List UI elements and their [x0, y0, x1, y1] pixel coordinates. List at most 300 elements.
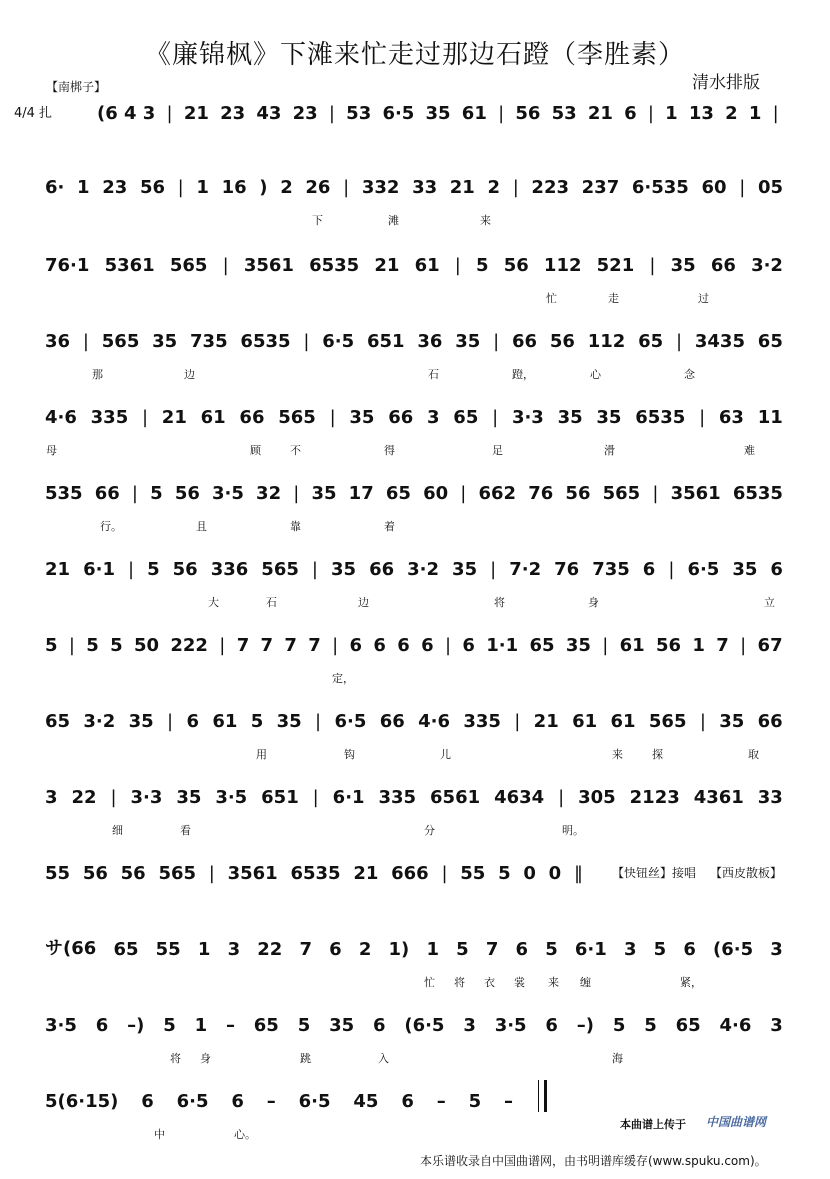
note-group: 45: [353, 1091, 379, 1112]
note-group: 67: [757, 635, 783, 656]
barline: |: [492, 407, 499, 428]
barline: |: [652, 483, 659, 504]
note-group: 0: [548, 863, 562, 884]
barline: |: [311, 559, 318, 580]
lyric-char: 跳: [300, 1052, 311, 1065]
note-group: 666: [391, 863, 429, 884]
lyric-char: 取: [748, 748, 759, 761]
lyric-char: 忙: [424, 976, 435, 989]
note-group: –: [266, 1091, 276, 1112]
note-group: 1: [194, 1015, 208, 1036]
note-group: 66: [239, 407, 265, 428]
note-group: 4·6: [719, 1015, 752, 1036]
note-group: –: [436, 1091, 446, 1112]
note-group: 3: [623, 939, 637, 960]
note-group: 521: [596, 255, 635, 276]
note-group: 60: [423, 483, 449, 504]
barline: |: [219, 635, 226, 656]
note-group: 565: [158, 863, 197, 884]
note-group: 23: [102, 177, 128, 198]
note-group: 1: [748, 103, 762, 124]
note-group: 3561: [227, 863, 278, 884]
lyrics-line: [44, 1050, 784, 1066]
note-group: –: [225, 1015, 235, 1036]
note-group: 5: [150, 483, 163, 504]
note-group: 5: [163, 1015, 176, 1036]
lyric-char: 来: [612, 748, 623, 761]
note-group: 6·5: [176, 1091, 209, 1112]
note-group: 11: [757, 407, 783, 428]
note-group: 56: [549, 331, 575, 352]
note-group: 65: [45, 711, 71, 732]
lyric-char: 立: [764, 596, 775, 609]
note-group: 60: [701, 177, 727, 198]
note-group: 222: [170, 635, 208, 656]
note-group: 6: [421, 635, 434, 656]
note-group: 0: [523, 863, 536, 884]
note-group: 36: [45, 331, 71, 352]
note-group: 35: [329, 1015, 355, 1036]
page-title: 《廉锦枫》下滩来忙走过那边石蹬（李胜素）: [144, 40, 685, 70]
notes-line: [44, 554, 784, 580]
note-group: 7: [485, 939, 499, 960]
note-group: 22: [71, 787, 97, 808]
note-group: 6: [545, 1015, 558, 1036]
note-group: 35: [455, 331, 481, 352]
lyric-char: 明。: [562, 824, 584, 837]
note-group: (6 4 3: [97, 103, 156, 124]
lyric-char: 入: [378, 1052, 389, 1065]
score-row: [44, 934, 784, 994]
note-group: 21: [45, 559, 71, 580]
barline: |: [740, 635, 747, 656]
note-group: 35: [176, 787, 202, 808]
barline: |: [131, 483, 138, 504]
lyric-char: 中: [154, 1128, 165, 1141]
note-group: 565: [101, 331, 140, 352]
note-group: 65: [453, 407, 479, 428]
note-group: 53: [551, 103, 577, 124]
note-group: 3: [227, 939, 241, 960]
notes-line: [44, 478, 784, 504]
note-group: 76: [554, 559, 580, 580]
barline: |: [444, 635, 452, 656]
note-group: 237: [581, 177, 620, 198]
tempo-mark: 4/4 扎: [14, 106, 53, 121]
notes-line: [44, 1010, 784, 1036]
note-group: 23: [292, 103, 318, 124]
barline: |: [208, 863, 215, 884]
note-group: 3·5: [212, 483, 244, 504]
note-group: 565: [278, 407, 316, 428]
notes-line: [96, 98, 780, 124]
note-group: 63: [718, 407, 744, 428]
note-group: 6·5: [322, 331, 355, 352]
note-group: 5361: [104, 255, 155, 276]
note-group: 4·6: [45, 407, 77, 428]
note-group: 6: [231, 1091, 244, 1112]
note-group: 2: [280, 177, 293, 198]
lyric-char: 石: [428, 368, 439, 381]
lyrics-line: [96, 138, 830, 154]
lyric-char: 石: [266, 596, 277, 609]
lyric-char: 心: [590, 368, 601, 381]
note-group: 3·2: [83, 711, 116, 732]
note-group: 61: [212, 711, 238, 732]
lyric-char: 心。: [234, 1128, 256, 1141]
lyric-char: 身: [200, 1052, 211, 1065]
lyrics-line: [44, 290, 784, 306]
note-group: 13: [688, 103, 714, 124]
lyric-char: 裳: [514, 976, 525, 989]
note-group: 21: [533, 711, 559, 732]
lyric-char: 探: [652, 748, 663, 761]
score-row: [44, 1010, 784, 1070]
note-group: 66: [94, 483, 120, 504]
note-group: 61: [619, 635, 645, 656]
barline: |: [312, 787, 319, 808]
note-group: 3·5: [494, 1015, 527, 1036]
note-group: 56: [172, 559, 198, 580]
note-group: 76·1: [45, 255, 90, 276]
note-group: 735: [190, 331, 228, 352]
note-group: 1: [77, 177, 90, 198]
footer-upload-label: 本曲谱上传于: [620, 1118, 686, 1131]
note-group: 3561: [243, 255, 294, 276]
lyric-char: 定，: [332, 672, 354, 685]
note-group: 6: [770, 559, 783, 580]
barline: |: [668, 559, 675, 580]
barline: |: [177, 177, 184, 198]
lyric-char: 过: [698, 292, 709, 305]
note-group: 5: [476, 255, 489, 276]
barline: |: [315, 711, 322, 732]
note-group: 2: [487, 177, 501, 198]
note-group: 6: [462, 635, 475, 656]
note-group: 6535: [290, 863, 341, 884]
barline: |: [493, 331, 500, 352]
footer-logo[interactable]: 中国曲谱网: [706, 1115, 767, 1129]
note-group: 112: [543, 255, 582, 276]
note-group: 22: [257, 939, 283, 960]
lyric-char: 细: [112, 824, 123, 837]
note-group: 6·1: [83, 559, 115, 580]
note-group: 1: [692, 635, 705, 656]
score-row: [44, 554, 784, 614]
note-group: 651: [366, 331, 405, 352]
note-group: 3·2: [407, 559, 440, 580]
note-group: 61: [572, 711, 598, 732]
note-group: 35: [732, 559, 758, 580]
note-group: 3: [463, 1015, 476, 1036]
note-group: 7: [260, 635, 274, 656]
barline: |: [490, 559, 497, 580]
footer-source: 本乐谱收录自中国曲谱网，由书明谱库缓存(www.spuku.com)。: [420, 1154, 767, 1168]
note-group: 61: [610, 711, 636, 732]
note-group: 23: [220, 103, 246, 124]
barline: |: [647, 103, 654, 124]
note-group: 6·1: [332, 787, 365, 808]
note-group: 3·5: [215, 787, 248, 808]
note-group: 65: [253, 1015, 279, 1036]
barline: |: [68, 635, 75, 656]
lyric-char: 念: [684, 368, 695, 381]
barline: |: [328, 103, 335, 124]
note-group: 16: [221, 177, 247, 198]
barline: |: [514, 711, 521, 732]
note-group: 65: [675, 1015, 701, 1036]
note-group: 61: [461, 103, 487, 124]
notes-line: [44, 630, 784, 656]
note-group: 21: [374, 255, 400, 276]
note-group: 61: [414, 255, 440, 276]
lyric-char: 那: [92, 368, 103, 381]
score-row: [44, 706, 784, 766]
barline: |: [166, 103, 173, 124]
lyrics-line: [44, 366, 784, 382]
note-group: 6: [141, 1091, 154, 1112]
note-group: 21: [353, 863, 379, 884]
note-group: 7: [284, 635, 297, 656]
lyric-char: 钩: [344, 748, 355, 761]
note-group: 21: [587, 103, 613, 124]
notes-line: [44, 172, 784, 198]
barline: |: [329, 407, 336, 428]
note-group: 35: [128, 711, 154, 732]
lyric-char: 滑: [604, 444, 615, 457]
note-group: 5: [45, 635, 58, 656]
lyric-char: 看: [180, 824, 191, 837]
note-group: 7: [236, 635, 250, 656]
lyrics-line: [44, 822, 784, 838]
score-row: [44, 630, 784, 690]
barline: |: [293, 483, 300, 504]
lyrics-line: [44, 746, 784, 762]
lyric-char: 将: [170, 1052, 181, 1065]
note-group: 6535: [240, 331, 291, 352]
note-group: 6·5: [382, 103, 415, 124]
note-group: 5(6·15): [45, 1091, 119, 1112]
lyric-char: 海: [612, 1052, 623, 1065]
note-group: 33: [412, 177, 438, 198]
note-group: 56: [82, 863, 108, 884]
lyric-char: 且: [196, 520, 207, 533]
lyric-char: 走: [608, 292, 619, 305]
note-group: 6535: [732, 483, 783, 504]
note-group: 112: [587, 331, 626, 352]
note-group: 6·: [45, 177, 65, 198]
note-group: 6: [186, 711, 199, 732]
barline: |: [772, 103, 779, 124]
note-group: 6: [683, 939, 696, 960]
note-group: 35: [719, 711, 745, 732]
note-group: 565: [261, 559, 299, 580]
lyric-char: 母: [46, 444, 57, 457]
lyric-char: 用: [256, 748, 267, 761]
note-group: 305: [578, 787, 616, 808]
note-group: 56: [139, 177, 165, 198]
note-group: 6·1: [574, 939, 607, 960]
note-group: 5: [644, 1015, 657, 1036]
note-group: 56: [515, 103, 541, 124]
lyric-char: 难: [744, 444, 755, 457]
lyric-char: 下: [312, 214, 323, 227]
note-group: 66: [757, 711, 783, 732]
note-group: 332: [361, 177, 400, 198]
note-group: 6: [373, 635, 386, 656]
note-group: サ(66: [45, 938, 97, 959]
note-group: 5: [456, 939, 469, 960]
note-group: 3: [770, 939, 783, 960]
note-group: 55: [45, 863, 71, 884]
note-group: 6: [372, 1015, 386, 1036]
barline: |: [512, 177, 519, 198]
note-group: 5: [147, 559, 160, 580]
lyric-char: 来: [480, 214, 491, 227]
note-group: 1): [388, 939, 410, 960]
note-group: 7: [308, 635, 321, 656]
note-group: 56: [174, 483, 200, 504]
note-group: 35: [452, 559, 478, 580]
lyric-char: 足: [492, 444, 503, 457]
lyric-char: 边: [184, 368, 195, 381]
notes-line: [44, 858, 584, 884]
note-group: 5: [612, 1015, 626, 1036]
score-row: [44, 172, 784, 232]
note-group: 335: [463, 711, 501, 732]
note-group: 4361: [693, 787, 744, 808]
note-group: 5: [297, 1015, 311, 1036]
note-group: 53: [346, 103, 372, 124]
note-group: 35: [349, 407, 375, 428]
barline: |: [141, 407, 149, 428]
note-group: 32: [256, 483, 282, 504]
barline: |: [602, 635, 609, 656]
note-group: 6·535: [631, 177, 689, 198]
note-group: 43: [256, 103, 282, 124]
note-group: 1: [196, 177, 209, 198]
note-group: ): [259, 177, 268, 198]
note-group: 5: [653, 939, 667, 960]
lyric-char: 忙: [546, 292, 557, 305]
barline: |: [303, 331, 310, 352]
notes-line: [44, 326, 784, 352]
notes-line: [44, 782, 784, 808]
lyric-char: 大: [208, 596, 219, 609]
note-group: 56: [120, 863, 146, 884]
note-group: 65: [113, 939, 139, 960]
lyric-char: 身: [588, 596, 599, 609]
note-group: 36: [417, 331, 443, 352]
arranger-label: 清水排版: [692, 73, 760, 93]
barline: ‖: [573, 863, 583, 884]
note-group: 565: [169, 255, 208, 276]
barline: |: [558, 787, 565, 808]
score-row: [44, 1086, 514, 1146]
note-group: 565: [648, 711, 687, 732]
barline: |: [332, 635, 339, 656]
note-group: 35: [596, 407, 622, 428]
barline: |: [82, 331, 89, 352]
tag-nanbangzi: 【南梆子】: [46, 80, 107, 94]
note-group: 6: [642, 559, 656, 580]
note-group: 3435: [694, 331, 745, 352]
note-group: 5: [545, 939, 558, 960]
note-group: 6·5: [334, 711, 367, 732]
note-group: 5: [110, 635, 123, 656]
lyrics-line: [44, 442, 784, 458]
note-group: –: [503, 1091, 513, 1112]
note-group: 21: [161, 407, 187, 428]
note-group: 6: [515, 939, 529, 960]
lyric-char: 行。: [100, 520, 122, 533]
note-group: 50: [133, 635, 160, 656]
note-group: 76: [528, 483, 554, 504]
note-group: 3: [45, 787, 58, 808]
note-group: 65: [529, 635, 555, 656]
lyric-char: 紧，: [680, 976, 702, 989]
note-group: 33: [757, 787, 783, 808]
note-group: –): [576, 1015, 595, 1036]
note-group: (6·5: [713, 939, 754, 960]
barline: |: [649, 255, 656, 276]
score-row: [44, 858, 584, 918]
note-group: 55: [460, 863, 486, 884]
lyric-char: 儿: [440, 748, 451, 761]
notes-line: [44, 934, 784, 960]
note-group: 2: [725, 103, 738, 124]
score-row: [96, 98, 780, 158]
lyric-char: 将: [494, 596, 505, 609]
notes-line: [44, 706, 784, 732]
note-group: 5: [250, 711, 264, 732]
note-group: 6: [401, 1091, 414, 1112]
note-group: 65: [757, 331, 783, 352]
notes-line: [44, 250, 784, 276]
note-group: 651: [261, 787, 299, 808]
note-group: 535: [45, 483, 83, 504]
note-group: 55: [155, 939, 181, 960]
score-row: [44, 250, 784, 310]
lyric-char: 将: [454, 976, 465, 989]
note-group: 35: [565, 635, 591, 656]
note-group: 21: [183, 103, 209, 124]
lyrics-line: [44, 212, 784, 228]
note-group: 6535: [309, 255, 360, 276]
note-group: 3: [427, 407, 440, 428]
barline: |: [441, 863, 448, 884]
note-group: (6·5: [404, 1015, 445, 1036]
barline: |: [127, 559, 135, 580]
note-group: 2: [358, 939, 372, 960]
note-group: 26: [305, 177, 331, 198]
note-group: 335: [90, 407, 129, 428]
note-group: 6: [329, 939, 342, 960]
lyric-char: 分: [424, 824, 435, 837]
note-group: 56: [503, 255, 529, 276]
note-group: 662: [478, 483, 517, 504]
lyric-char: 边: [358, 596, 369, 609]
note-group: 65: [638, 331, 664, 352]
score-row: [44, 402, 784, 462]
lyric-char: 得: [384, 444, 395, 457]
lyrics-line: [44, 594, 784, 610]
note-group: 6561: [430, 787, 481, 808]
notes-line: [44, 402, 784, 428]
note-group: 1·1: [486, 635, 519, 656]
note-group: 3·3: [511, 407, 544, 428]
note-group: 4·6: [418, 711, 450, 732]
